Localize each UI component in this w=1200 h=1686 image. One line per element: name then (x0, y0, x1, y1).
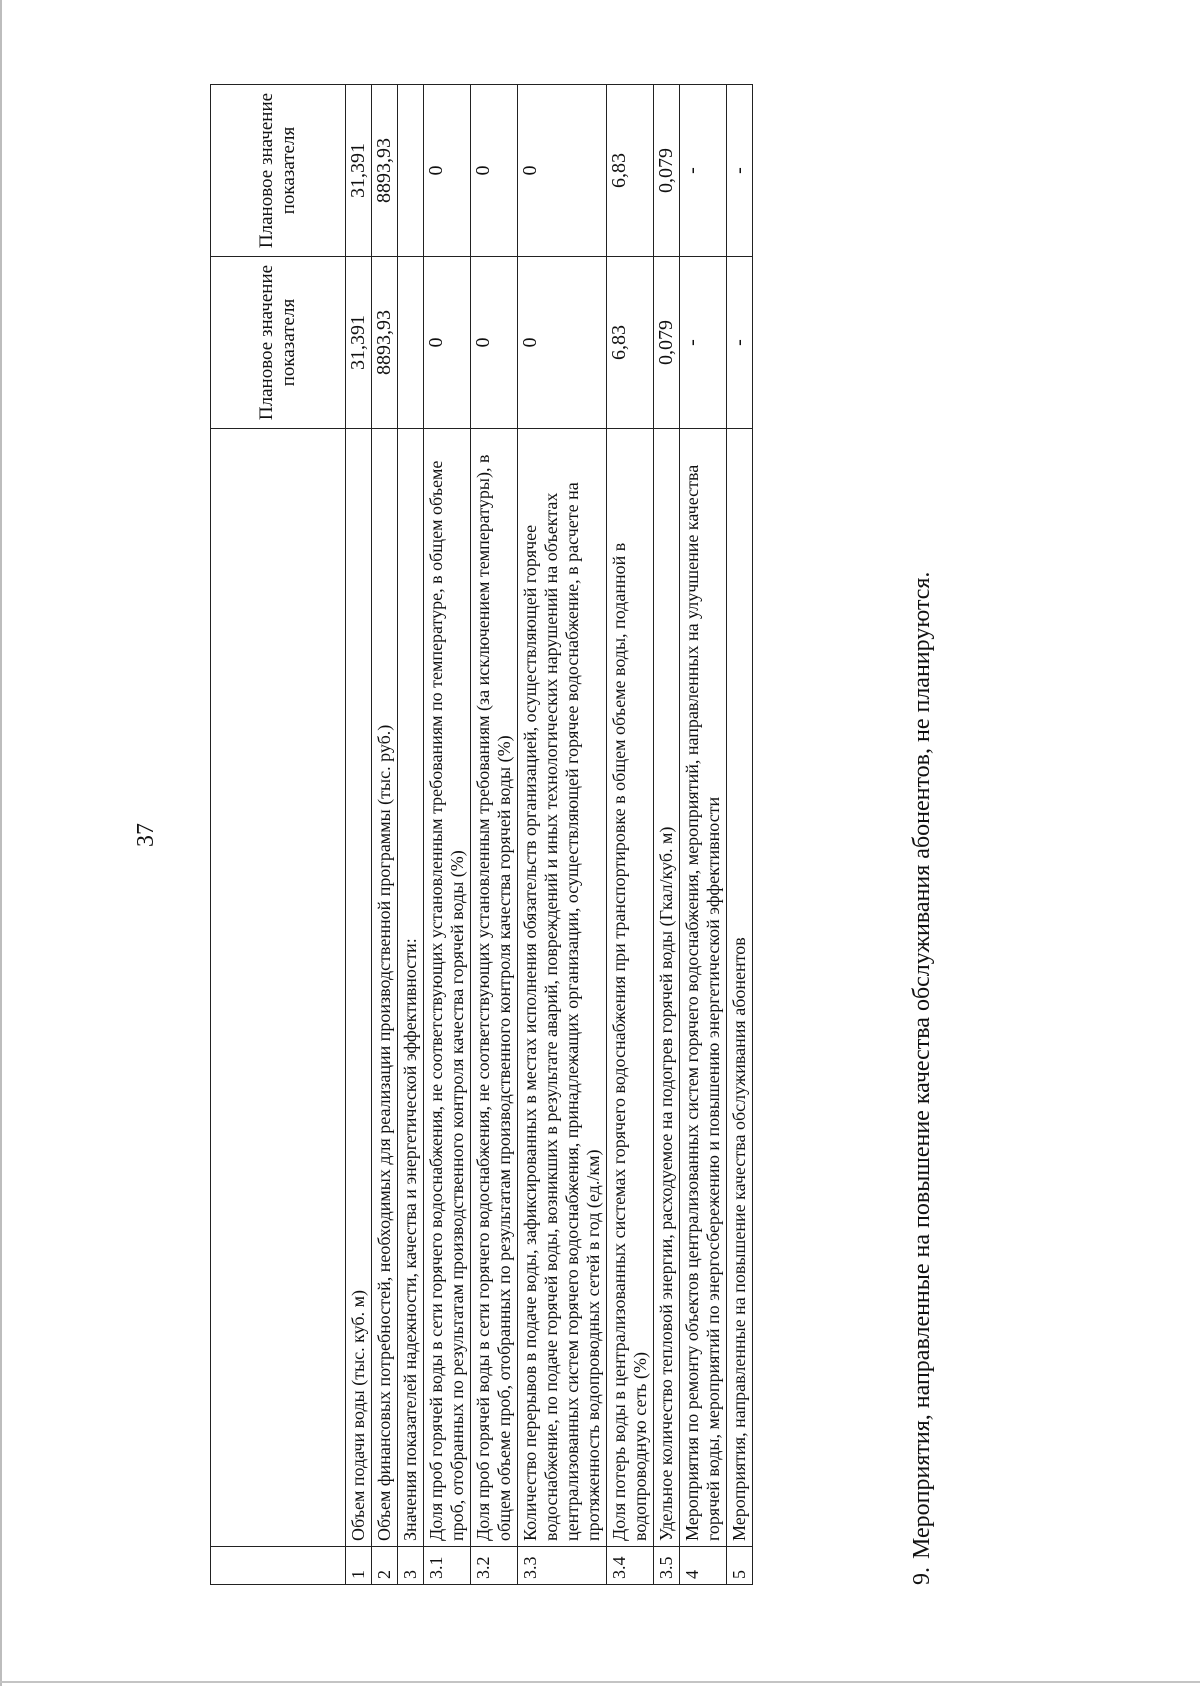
row-plan-value-1: 0 (518, 257, 607, 429)
row-number: 3.1 (424, 1547, 471, 1585)
row-plan-value-2 (398, 85, 424, 257)
row-indicator: Значения показателей надежности, качества и энергетической эффективности: (398, 429, 424, 1547)
row-plan-value-1: - (680, 257, 727, 429)
table-body (346, 85, 753, 1585)
row-plan-value-2: 0 (471, 85, 518, 257)
row-plan-value-2: 0,079 (654, 85, 680, 257)
header-indicator (211, 429, 346, 1547)
row-plan-value-1: 0 (424, 257, 471, 429)
row-plan-value-2: 0 (518, 85, 607, 257)
table-row (471, 85, 518, 1585)
row-indicator: Доля проб горячей воды в сети горячего водоснабжения, не соответствующих установленным требованиям по температуре, в общем объеме проб, отобранных по результатам производственного контроля качества горячей воды (%) (424, 429, 471, 1547)
scan-left-edge (0, 0, 2, 1686)
table-row (680, 85, 727, 1585)
row-indicator: Количество перерывов в подаче воды, зафиксированных в местах исполнения обязательств организацией, осуществляющей горячее водоснабжение, по подаче горячей воды, возникших в результате аварий, повреждений и иных технологических нарушений на объектах централизованных систем горячего водоснабжения, принадлежащих организации, осуществляющей горячее водоснабжение, в расчете на протяженность водопроводных сетей в год (ед./км) (518, 429, 607, 1547)
section-text: Мероприятия, направленные на повышение качества обслуживания абонентов, не планируются. (909, 571, 935, 1559)
row-indicator: Удельное количество тепловой энергии, расходуемое на подогрев горячей воды (Гкал/куб. м) (654, 429, 680, 1547)
row-plan-value-1: 31,391 (346, 257, 372, 429)
row-number: 3.2 (471, 1547, 518, 1585)
row-number: 3.3 (518, 1547, 607, 1585)
row-plan-value-2: - (727, 85, 753, 257)
table-row (346, 85, 372, 1585)
row-indicator: Мероприятия по ремонту объектов централизованных систем горячего водоснабжения, мероприятий, направленных на улучшение качества горячей воды, мероприятий по энергосбережению и повышению энергетической эффективности (680, 429, 727, 1547)
row-indicator: Мероприятия, направленные на повышение качества обслуживания абонентов (727, 429, 753, 1547)
table-row (518, 85, 607, 1585)
scan-bottom-edge (0, 1681, 1200, 1683)
row-number: 3.4 (607, 1547, 654, 1585)
row-plan-value-2: 8893,93 (372, 85, 398, 257)
row-number: 4 (680, 1547, 727, 1585)
row-plan-value-2: - (680, 85, 727, 257)
page-number: 37 (133, 823, 159, 847)
header-plan-value-2: Плановое значение показателя (211, 85, 346, 257)
table-row (398, 85, 424, 1585)
row-number: 1 (346, 1547, 372, 1585)
rotated-page-content (130, 85, 1010, 1585)
row-plan-value-1 (398, 257, 424, 429)
row-number: 3.5 (654, 1547, 680, 1585)
header-plan-value-1: Плановое значение показателя (211, 257, 346, 429)
section-number: 9. (909, 1567, 935, 1585)
table-row (607, 85, 654, 1585)
table-row (372, 85, 398, 1585)
row-plan-value-2: 6,83 (607, 85, 654, 257)
row-plan-value-1: 8893,93 (372, 257, 398, 429)
row-indicator: Доля потерь воды в централизованных системах горячего водоснабжения при транспортировке в общем объеме воды, поданной в водопроводную сеть (%) (607, 429, 654, 1547)
indicators-table (210, 84, 753, 1585)
row-indicator: Объем финансовых потребностей, необходимых для реализации производственной программы (тыс. руб.) (372, 429, 398, 1547)
row-plan-value-2: 0 (424, 85, 471, 257)
row-plan-value-1: - (727, 257, 753, 429)
table-row (727, 85, 753, 1585)
section-9-text (908, 85, 936, 1585)
row-number: 3 (398, 1547, 424, 1585)
header-number (211, 1547, 346, 1585)
row-number: 2 (372, 1547, 398, 1585)
row-plan-value-1: 6,83 (607, 257, 654, 429)
row-plan-value-1: 0,079 (654, 257, 680, 429)
row-indicator: Объем подачи воды (тыс. куб. м) (346, 429, 372, 1547)
table-row (424, 85, 471, 1585)
table-row (654, 85, 680, 1585)
table-header-row (211, 85, 346, 1585)
row-plan-value-2: 31,391 (346, 85, 372, 257)
row-number: 5 (727, 1547, 753, 1585)
row-plan-value-1: 0 (471, 257, 518, 429)
row-indicator: Доля проб горячей воды в сети горячего водоснабжения, не соответствующих установленным требованиям (за исключением температуры), в общем объеме проб, отобранных по результатам производственного контроля качества горячей воды (%) (471, 429, 518, 1547)
